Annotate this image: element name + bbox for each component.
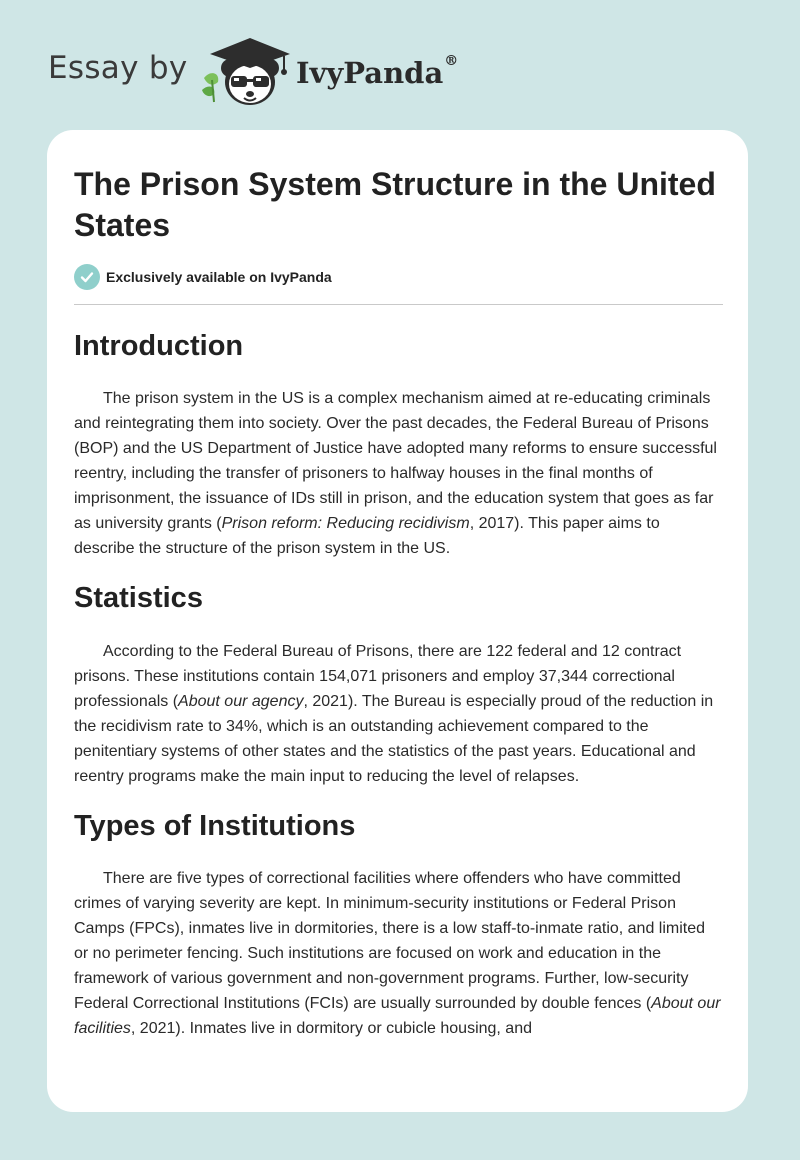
paragraph-text: The prison system in the US is a complex mechanism aimed at re-educating criminals and reintegrating them into society. Over the past decades, the Federal Bureau of Prisons (BOP) and the US Department of Justice have adopted many reforms to ensure successful reentry, including the transfer of prisoners to halfway houses in the final months of imprisonment, the issuance of IDs still in prison, and the education system that goes as far as university grants ( — [74, 390, 717, 532]
exclusive-badge — [74, 264, 723, 290]
registered-mark: ® — [444, 53, 459, 69]
badge-text: Exclusively available on IvyPanda — [106, 269, 332, 285]
paragraph-text: , 2021). The Bureau is especially proud of the reduction in the recidivism rate to 34%, which is an outstanding achievement compared to the penitentiary systems of other states and the statistics of the past years. Educational and reentry programs make the main input to reducing the level of relapses. — [74, 693, 714, 785]
paragraph-text: According to the Federal Bureau of Prisons, there are 122 federal and 12 contract prisons. These institutions contain 154,071 prisoners and employ 37,344 correctional professionals ( — [74, 643, 682, 710]
citation: Prison reform: Reducing recidivism — [221, 515, 470, 532]
article-card — [47, 130, 748, 1112]
citation: About our agency — [178, 693, 304, 710]
article-content — [74, 164, 723, 1041]
section-paragraph-introduction — [74, 386, 723, 561]
divider — [74, 304, 723, 305]
paragraph-text: , 2017). This paper aims to describe the structure of the prison system in the US. — [74, 515, 660, 557]
checkmark-icon — [74, 264, 100, 290]
section-paragraph-statistics — [74, 639, 723, 789]
brand-name[interactable] — [296, 53, 459, 90]
site-header — [0, 0, 800, 130]
brand-prefix: Essay by — [48, 50, 188, 86]
paragraph-text: There are five types of correctional facilities where offenders who have committed crimes of varying severity are kept. In minimum-security institutions or Federal Prison Camps (FPCs), inmates live in dormitories, there is a low staff-to-inmate ratio, and limited or no perimeter fencing. Such institutions are focused on work and education in the framework of various government and non-government programs. Further, low-security Federal Correctional Institutions (FCIs) are usually surrounded by double fences ( — [74, 870, 706, 1012]
citation: About our facilities — [74, 995, 721, 1037]
section-paragraph-types-of-institutions — [74, 866, 723, 1041]
panda-logo-icon[interactable] — [200, 34, 296, 110]
section-heading-types-of-institutions: Types of Institutions — [74, 810, 356, 842]
article-title: The Prison System Structure in the United States — [74, 166, 716, 243]
brand-name-text: IvyPanda — [296, 56, 444, 90]
paragraph-text: , 2021). Inmates live in dormitory or cubicle housing, and — [130, 1020, 532, 1037]
section-heading-statistics: Statistics — [74, 582, 203, 614]
section-heading-introduction: Introduction — [74, 330, 244, 362]
